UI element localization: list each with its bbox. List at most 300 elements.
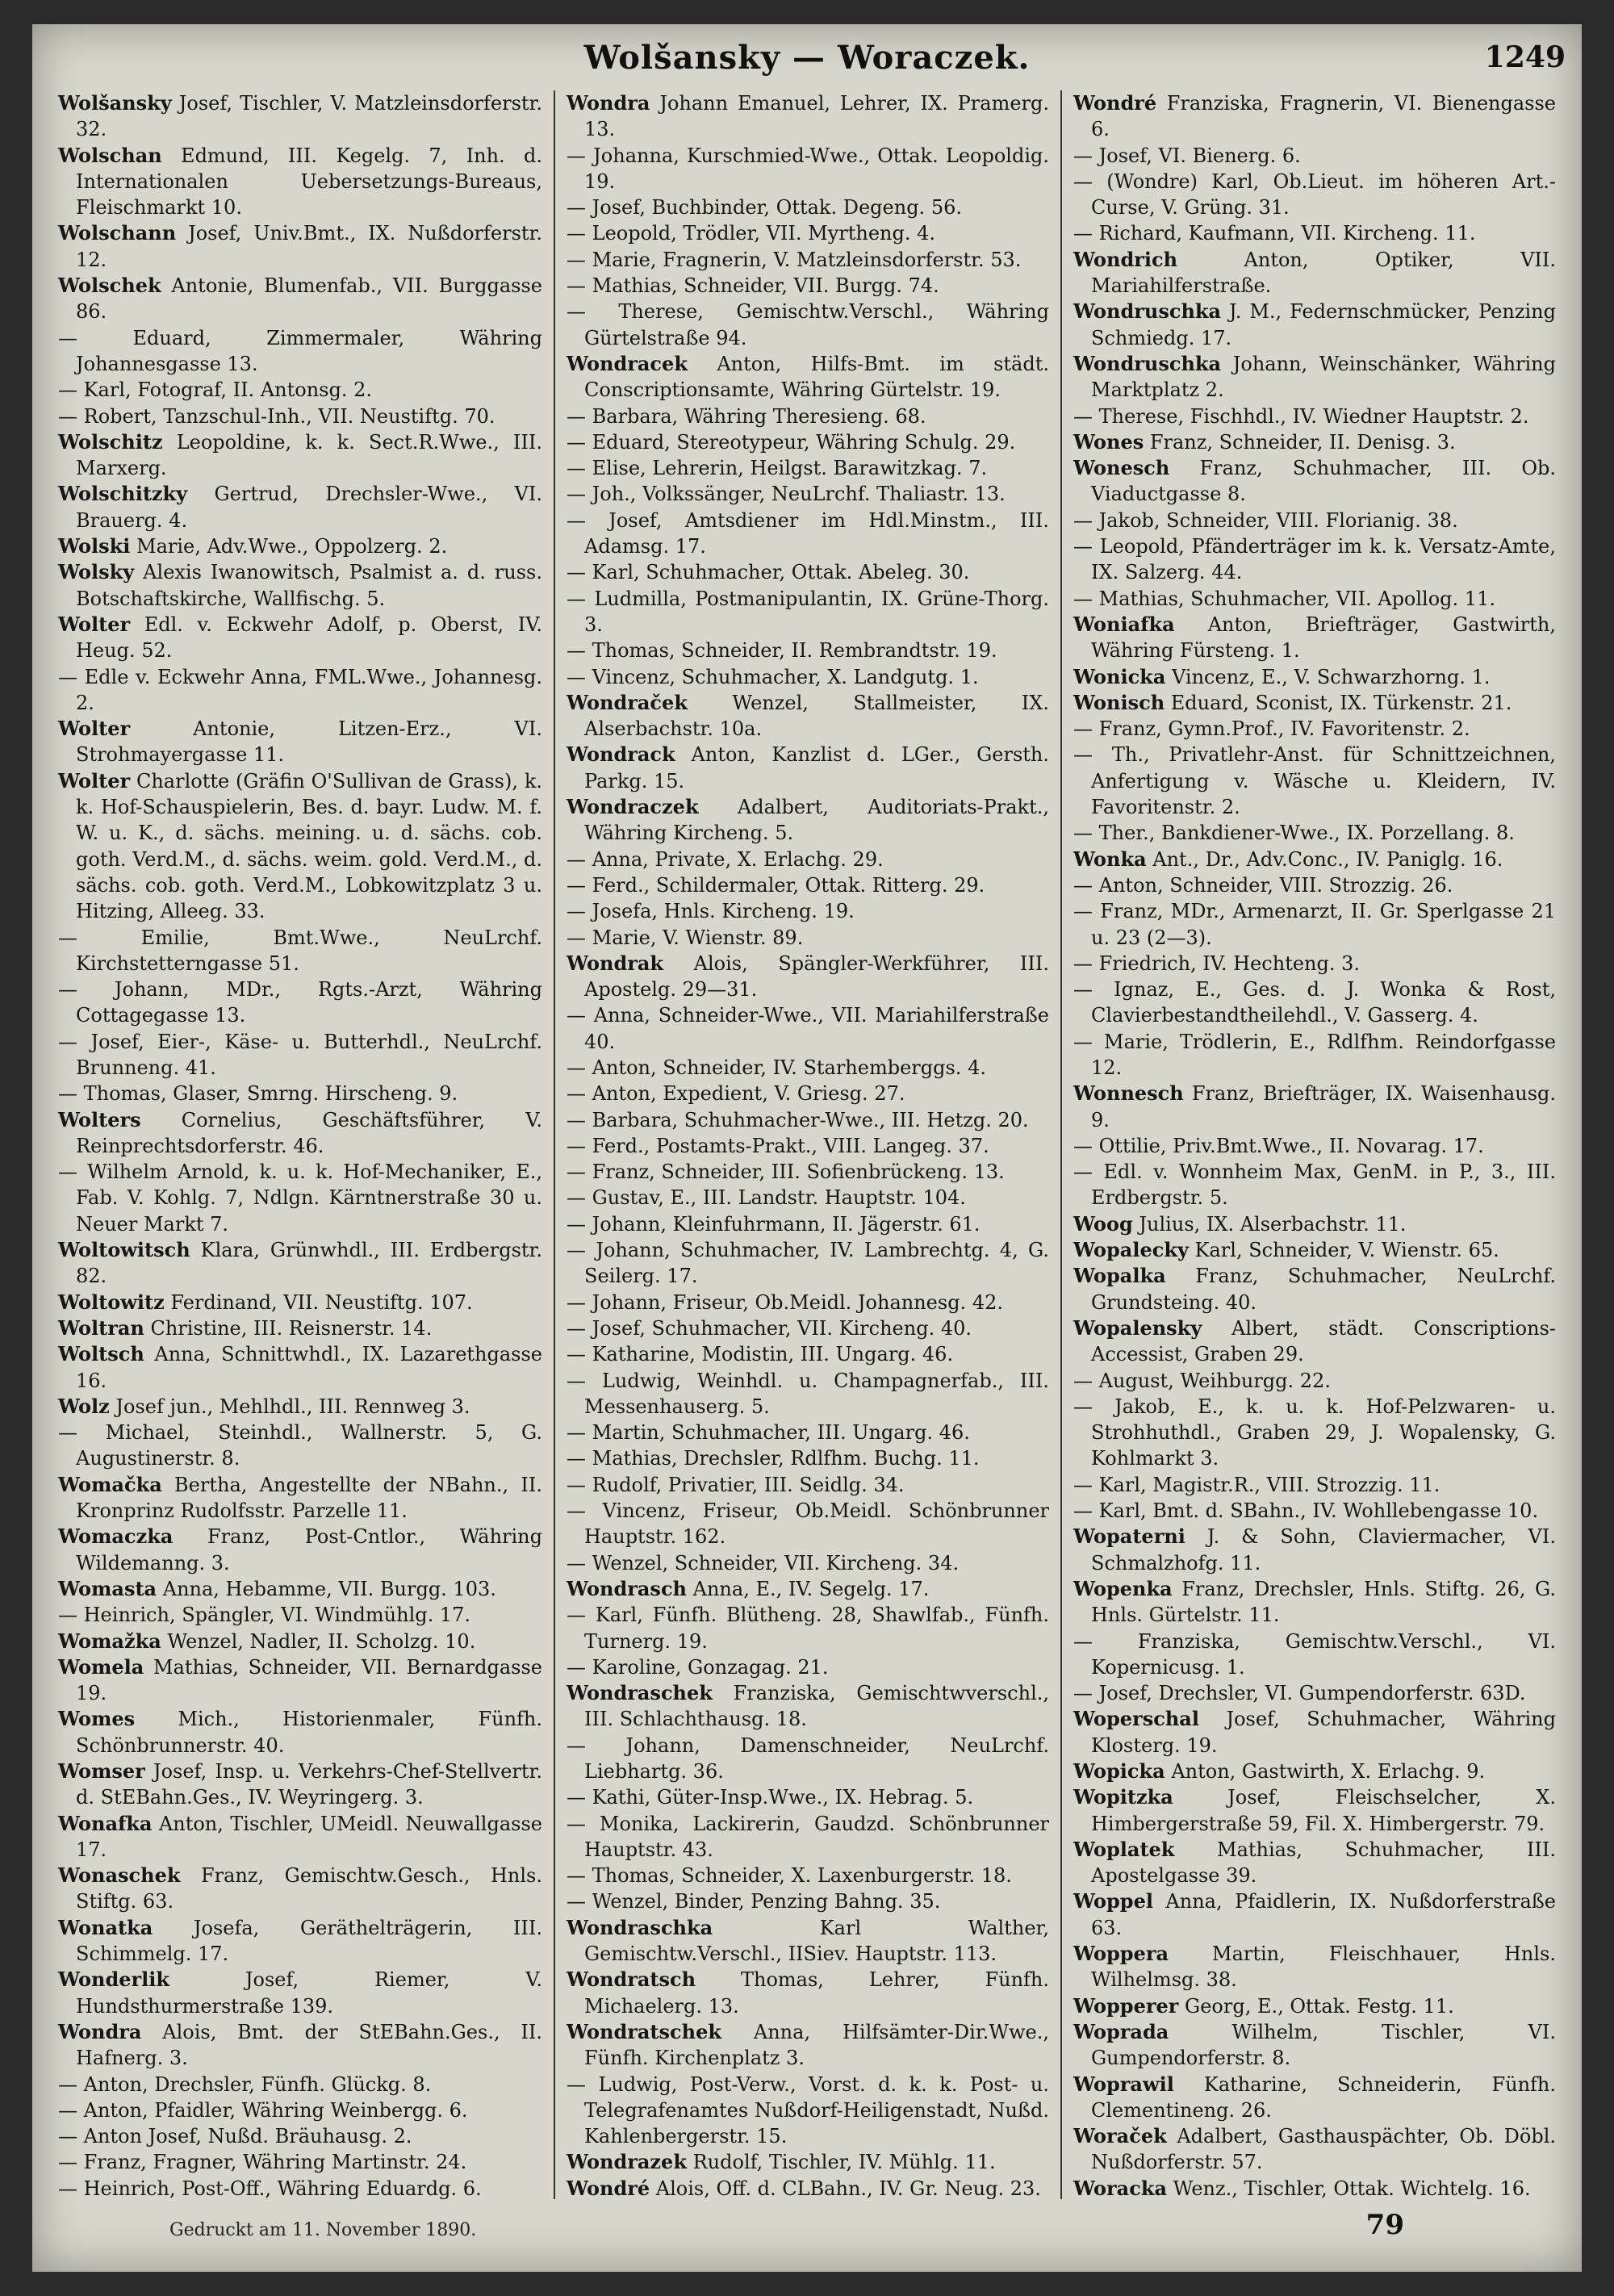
entry-details: Ferdinand, VII. Neustiftg. 107.: [164, 1290, 473, 1314]
entry-surname: Woog: [1073, 1211, 1133, 1236]
entry-details: — Emilie, Bmt.Wwe., NeuLrchf. Kirchstetterngasse 51.: [58, 926, 542, 975]
entry-details: Eduard, Sconist, IX. Türkenstr. 21.: [1165, 691, 1512, 714]
entry-surname: Wondrak: [567, 951, 664, 975]
entry-details: — Marie, V. Wienstr. 89.: [567, 926, 804, 949]
entry-details: — Anna, Private, X. Erlachg. 29.: [567, 847, 884, 871]
entry-details: — Karl, Bmt. d. SBahn., IV. Wohllebengasse 10.: [1073, 1499, 1539, 1523]
entry-details: — Heinrich, Post-Off., Währing Eduardg. 6.: [58, 2177, 482, 2199]
directory-entry: [1073, 2019, 1556, 2072]
directory-entry: [1073, 1888, 1556, 1941]
entry-details: — Anton, Expedient, V. Griesg. 27.: [567, 1082, 905, 1106]
directory-entry: [1073, 90, 1556, 143]
directory-entry: [58, 2072, 542, 2097]
directory-entry: [1073, 716, 1556, 742]
entry-details: — Johann, Friseur, Ob.Meidl. Johannesg. 42.: [567, 1290, 1003, 1314]
directory-entry: [567, 1002, 1049, 1055]
directory-entry: [58, 1759, 542, 1811]
entry-details: — Jakob, E., k. u. k. Hof-Pelzwaren- u. Strohhuthdl., Graben 29, J. Wopalensky, G. Kohlmarkt 3.: [1073, 1395, 1556, 1470]
directory-entry: [567, 1107, 1049, 1133]
directory-entry: [58, 1863, 542, 1915]
entry-details: Adalbert, Auditoriats-Prakt., Währing Kircheng. 5.: [584, 796, 1049, 845]
entry-surname: Woppel: [1073, 1889, 1153, 1913]
directory-entry: [1073, 1524, 1556, 1576]
entry-details: Franz, Briefträger, IX. Waisenhausg. 9.: [1091, 1082, 1556, 1131]
directory-entry: [58, 1159, 542, 1237]
entry-details: Antonie, Litzen-Erz., VI. Strohmayergasse 11.: [76, 717, 542, 767]
entry-details: Ant., Dr., Adv.Conc., IV. Paniglg. 16.: [1146, 847, 1503, 871]
page-title: Wolšansky — Woraczek.: [583, 39, 1031, 77]
directory-entry: [58, 533, 542, 559]
directory-entry: [58, 1029, 542, 1081]
directory-entry: [567, 586, 1049, 638]
directory-entry: [567, 2072, 1049, 2150]
entry-details: Edl. v. Eckwehr Adolf, p. Oberst, IV. Heug. 52.: [76, 613, 542, 663]
page-header: [32, 39, 1582, 87]
directory-entry: [1073, 820, 1556, 846]
directory-entry: [1073, 143, 1556, 169]
directory-entry: [567, 1055, 1049, 1081]
directory-entry: [567, 1680, 1049, 1733]
directory-entry: [58, 1602, 542, 1628]
entry-details: Martin, Fleischhauer, Hnls. Wilhelmsg. 38.: [1091, 1943, 1556, 1992]
entry-details: Anton, Briefträger, Gastwirth, Währing Fürsteng. 1.: [1091, 613, 1556, 663]
entry-details: Klara, Grünwhdl., III. Erdbergstr. 82.: [76, 1239, 542, 1288]
entry-details: — (Wondre) Karl, Ob.Lieut. im höheren Art.-Curse, V. Grüng. 31.: [1073, 169, 1556, 220]
entry-details: — Karl, Fotograf, II. Antonsg. 2.: [58, 378, 372, 402]
entry-surname: Woltowitz: [58, 1290, 165, 1314]
entry-details: Julius, IX. Alserbachstr. 11.: [1132, 1212, 1407, 1236]
entry-details: — Edl. v. Wonnheim Max, GenM. in P., 3., III. Erdbergstr. 5.: [1073, 1161, 1556, 1210]
entry-details: Edmund, III. Kegelg. 7, Inh. d. Internationalen Uebersetzungs-Bureaus, Fleischmarkt 10.: [76, 144, 542, 220]
directory-entry: [567, 664, 1049, 690]
entry-details: — Marie, Fragnerin, V. Matzleinsdorferstr. 53.: [567, 248, 1022, 271]
entry-details: Anton, Kanzlist d. LGer., Gersth. Parkg. 15.: [584, 743, 1049, 793]
page-number: 1249: [1484, 40, 1566, 74]
entry-details: — Eduard, Zimmermaler, Währing Johannesgasse 13.: [58, 326, 542, 375]
directory-entry: [58, 2097, 542, 2123]
entry-details: Antonie, Blumenfab., VII. Burggasse 86.: [76, 274, 542, 324]
directory-entry: [1073, 898, 1556, 951]
entry-details: Georg, E., Ottak. Festg. 11.: [1178, 1994, 1454, 2018]
directory-entry: [567, 1290, 1049, 1315]
entry-surname: Wonatka: [58, 1915, 153, 1939]
entry-details: — Josef, Amtsdiener im Hdl.Minstm., III. Adamsg. 17.: [567, 508, 1049, 558]
entry-details: Josef, Fleischselcher, X. Himbergerstraße 59, Fil. X. Himbergerstr. 79.: [1091, 1786, 1556, 1835]
directory-entry: [567, 481, 1049, 507]
directory-entry: [58, 612, 542, 664]
entry-details: Franziska, Gemischtwverschl., III. Schlachthausg. 18.: [584, 1682, 1049, 1731]
entry-details: Katharine, Schneiderin, Fünfh. Clementineng. 26.: [1091, 2072, 1556, 2122]
entry-details: — Thomas, Schneider, II. Rembrandtstr. 19.: [567, 639, 997, 663]
entry-details: Anna, Hebamme, VII. Burgg. 103.: [157, 1577, 496, 1600]
directory-entry: [1073, 1081, 1556, 1133]
entry-surname: Wonafka: [58, 1811, 153, 1835]
directory-entry: [58, 1915, 542, 1968]
entry-surname: Wondré: [1073, 91, 1157, 115]
directory-entry: [567, 638, 1049, 663]
entry-details: — Eduard, Stereotypeur, Währing Schulg. 29.: [567, 430, 1016, 454]
directory-entry: [58, 1524, 542, 1576]
entry-details: — Richard, Kaufmann, VII. Kircheng. 11.: [1073, 222, 1476, 245]
entry-details: — Josef, Buchbinder, Ottak. Degeng. 56.: [567, 196, 962, 220]
entry-surname: Woltowitsch: [58, 1238, 190, 1262]
entry-details: Johann Emanuel, Lehrer, IX. Pramerg. 13.: [584, 92, 1049, 141]
directory-entry: [58, 2176, 542, 2199]
entry-details: — Ludmilla, Postmanipulantin, IX. Grüne-Thorg. 3.: [567, 587, 1049, 636]
directory-entry: [567, 925, 1049, 951]
entry-surname: Wopicka: [1073, 1759, 1165, 1783]
directory-entry: [58, 1107, 542, 1160]
entry-details: Franz, Drechsler, Hnls. Stiftg. 26, G. Hnls. Gürtelstr. 11.: [1091, 1577, 1556, 1627]
entry-details: — Josef, Eier-, Käse- u. Butterhdl., NeuLrchf. Brunneng. 41.: [58, 1030, 542, 1079]
entry-details: — Josef, Schuhmacher, VII. Kircheng. 40.: [567, 1316, 972, 1340]
directory-entry: [58, 716, 542, 768]
directory-entry: [1073, 664, 1556, 690]
entry-details: — Franziska, Gemischtw.Verschl., VI. Kopernicusg. 1.: [1073, 1629, 1556, 1679]
directory-entry: [567, 898, 1049, 924]
entry-details: Wenzel, Stallmeister, IX. Alserbachstr. 10a.: [584, 691, 1049, 741]
entry-details: Rudolf, Tischler, IV. Mühlg. 11.: [686, 2151, 996, 2174]
entry-details: — Johanna, Kurschmied-Wwe., Ottak. Leopoldig. 19.: [567, 144, 1049, 193]
entry-details: Anna, E., IV. Segelg. 17.: [687, 1577, 930, 1600]
entry-surname: Wondraček: [567, 690, 688, 714]
entry-details: — Franz, MDr., Armenarzt, II. Gr. Sperlgasse 21 u. 23 (2—3).: [1073, 900, 1556, 949]
entry-details: Franz, Gemischtw.Gesch., Hnls. Stiftg. 63.: [76, 1864, 542, 1913]
entry-details: — Josef, VI. Bienerg. 6.: [1073, 144, 1301, 167]
entry-details: Albert, städt. Conscriptions-Accessist, Graben 29.: [1091, 1316, 1556, 1366]
entry-details: — Ther., Bankdiener-Wwe., IX. Porzellang. 8.: [1073, 822, 1515, 845]
directory-entry: [58, 1394, 542, 1420]
entry-surname: Wolschan: [58, 143, 162, 167]
entry-surname: Wondrich: [1073, 247, 1178, 271]
entry-details: — Elise, Lehrerin, Heilgst. Barawitzkag. 7.: [567, 457, 988, 480]
entry-details: — Leopold, Trödler, VII. Myrtheng. 4.: [567, 222, 936, 245]
entry-details: — Robert, Tanzschul-Inh., VII. Neustiftg. 70.: [58, 404, 495, 428]
entry-details: Alois, Spängler-Werkführer, III. Apostelg. 29—31.: [584, 951, 1049, 1002]
directory-entry: [1073, 1784, 1556, 1837]
directory-entry: [58, 1472, 542, 1524]
directory-entry: [58, 1290, 542, 1315]
entry-details: — Johann, MDr., Rgts.-Arzt, Währing Cottagegasse 13.: [58, 978, 542, 1027]
directory-entry: [567, 872, 1049, 898]
directory-entry: [1073, 977, 1556, 1029]
directory-entry: [58, 977, 542, 1029]
directory-entry: [567, 1472, 1049, 1498]
directory-entry: [1073, 951, 1556, 977]
directory-entry: [1073, 220, 1556, 246]
entry-details: — Marie, Trödlerin, E., Rdlfhm. Reindorfgasse 12.: [1073, 1030, 1556, 1079]
entry-surname: Wolschitzky: [58, 482, 188, 506]
directory-entry: [1073, 1993, 1556, 2019]
entry-details: — Th., Privatlehr-Anst. für Schnittzeichnen, Anfertigung v. Wäsche u. Kleidern, IV. Favoritenstr. 2.: [1073, 743, 1556, 819]
directory-entry: [1073, 1368, 1556, 1394]
directory-entry: [1073, 1133, 1556, 1159]
directory-entry: [58, 768, 542, 925]
directory-entry: [1073, 1211, 1556, 1237]
directory-entry: [1073, 1237, 1556, 1263]
directory-entry: [58, 429, 542, 482]
entry-details: Josef, Tischler, V. Matzleinsdorferstr. 32.: [76, 92, 542, 141]
directory-entry: [58, 1081, 542, 1106]
entry-surname: Wondratschek: [567, 2019, 721, 2043]
entry-details: — Anton Josef, Nußd. Bräuhausg. 2.: [58, 2125, 412, 2148]
entry-details: — Anton, Drechsler, Fünfh. Glückg. 8.: [58, 2072, 432, 2096]
directory-entry: [58, 559, 542, 612]
entry-surname: Wolter: [58, 717, 131, 741]
entry-surname: Wondraczek: [567, 795, 699, 819]
directory-entry: [567, 1498, 1049, 1550]
directory-entry: [58, 1420, 542, 1472]
directory-entry: [1073, 1263, 1556, 1315]
directory-entry: [567, 299, 1049, 351]
entry-details: — Therese, Gemischtw.Verschl., Währing Gürtelstraße 94.: [567, 300, 1049, 349]
directory-entry: [1073, 742, 1556, 820]
entry-details: — Anna, Schneider-Wwe., VII. Mariahilferstraße 40.: [567, 1004, 1049, 1053]
entry-details: Franz, Schuhmacher, III. Ob. Viaductgasse 8.: [1091, 457, 1556, 506]
entry-details: Anna, Pfaidlerin, IX. Nußdorferstraße 63.: [1091, 1890, 1556, 1939]
directory-entry: [1073, 169, 1556, 221]
directory-entry: [567, 1081, 1049, 1106]
column-2: [554, 90, 1060, 2199]
directory-entry: [1073, 586, 1556, 612]
entry-surname: Wonka: [1073, 847, 1147, 871]
directory-entry: [1073, 1837, 1556, 1889]
entry-surname: Woracka: [1073, 2176, 1167, 2199]
directory-entry: [567, 1445, 1049, 1471]
entry-surname: Wonnesch: [1073, 1081, 1184, 1106]
directory-entry: [567, 2176, 1049, 2199]
directory-entry: [567, 1784, 1049, 1810]
directory-entry: [567, 794, 1049, 847]
entry-details: Cornelius, Geschäftsführer, V. Reinprechtsdorferstr. 46.: [76, 1108, 542, 1157]
directory-entry: [1073, 612, 1556, 664]
entry-surname: Wondraschek: [567, 1681, 713, 1705]
entry-details: Christine, III. Reisnerstr. 14.: [144, 1316, 433, 1340]
entry-details: — Leopold, Pfänderträger im k. k. Versatz-Amte, IX. Salzerg. 44.: [1073, 535, 1556, 584]
entry-surname: Woplatek: [1073, 1837, 1175, 1861]
entry-details: J. M., Federnschmücker, Penzing Schmiedg. 17.: [1091, 300, 1556, 349]
entry-details: Franz, Post-Cntlor., Währing Wildemanng. 3.: [76, 1525, 542, 1575]
entry-details: J. & Sohn, Claviermacher, VI. Schmalzhofg. 11.: [1091, 1525, 1556, 1575]
entry-details: Wenzel, Nadler, II. Scholzg. 10.: [161, 1629, 476, 1653]
page-footer: [32, 2209, 1582, 2257]
directory-entry: [58, 377, 542, 403]
entry-surname: Woppera: [1073, 1942, 1169, 1966]
entry-details: Mathias, Schneider, VII. Bernardgasse 19.: [76, 1655, 542, 1705]
directory-entry: [58, 325, 542, 378]
directory-entry: [58, 1629, 542, 1654]
entry-details: — Josef, Drechsler, VI. Gumpendorferstr. 63D.: [1073, 1682, 1526, 1705]
entry-surname: Wolz: [58, 1394, 110, 1418]
entry-surname: Woniafka: [1073, 612, 1175, 636]
entry-details: — Friedrich, IV. Hechteng. 3.: [1073, 951, 1361, 975]
entry-surname: Womažka: [58, 1629, 161, 1653]
directory-entry: [567, 1811, 1049, 1863]
entry-details: — Josefa, Hnls. Kircheng. 19.: [567, 900, 855, 923]
directory-entry: [1073, 2123, 1556, 2176]
entry-details: — Karoline, Gonzagag. 21.: [567, 1655, 829, 1679]
directory-entry: [58, 1654, 542, 1707]
directory-entry: [58, 220, 542, 273]
directory-entry: [1073, 1576, 1556, 1629]
directory-entry: [567, 1133, 1049, 1159]
directory-entry: [567, 1237, 1049, 1290]
entry-details: — Karl, Schuhmacher, Ottak. Abeleg. 30.: [567, 561, 970, 584]
directory-entry: [567, 1576, 1049, 1602]
directory-entry: [567, 1733, 1049, 1785]
directory-entry: [567, 559, 1049, 585]
directory-entry: [58, 1341, 542, 1394]
entry-details: Bertha, Angestellte der NBahn., II. Kronprinz Rudolfsstr. Parzelle 11.: [76, 1473, 542, 1523]
entry-surname: Wondrack: [567, 742, 675, 767]
entry-details: — Anton, Schneider, VIII. Strozzig. 26.: [1073, 873, 1453, 897]
directory-entry: [1073, 404, 1556, 429]
entry-details: Josefa, Geräthelträgerin, III. Schimmelg. 17.: [76, 1916, 542, 1966]
entry-details: Josef, Riemer, V. Hundsthurmerstraße 139.: [76, 1968, 542, 2018]
entry-surname: Wonisch: [1073, 690, 1165, 714]
directory-entry: [1073, 1759, 1556, 1784]
directory-entry: [567, 1159, 1049, 1185]
entry-details: — Johann, Kleinfuhrmann, II. Jägerstr. 61.: [567, 1212, 981, 1236]
entry-details: — Ferd., Schildermaler, Ottak. Ritterg. 29.: [567, 873, 985, 897]
directory-entry: [58, 1967, 542, 2019]
entry-details: — Franz, Fragner, Währing Martinstr. 24.: [58, 2151, 467, 2174]
directory-entry: [567, 1211, 1049, 1237]
directory-entry: [1073, 2072, 1556, 2124]
directory-entry: [567, 951, 1049, 1003]
entry-surname: Wolter: [58, 612, 131, 636]
entry-surname: Wondrazek: [567, 2150, 687, 2174]
directory-entry: [1073, 455, 1556, 508]
entry-surname: Wopaterni: [1073, 1524, 1185, 1549]
directory-entry: [1073, 1315, 1556, 1368]
entry-details: — August, Weihburgg. 22.: [1073, 1369, 1331, 1392]
entry-details: — Anton, Schneider, IV. Starhemberggs. 4.: [567, 1056, 986, 1079]
directory-entry: [567, 1185, 1049, 1211]
directory-entry: [567, 351, 1049, 404]
entry-details: — Michael, Steinhdl., Wallnerstr. 5, G. Augustinerstr. 8.: [58, 1421, 542, 1470]
entry-surname: Wondra: [567, 91, 650, 115]
entry-details: Anton, Gastwirth, X. Erlachg. 9.: [1165, 1760, 1486, 1783]
directory-entry: [1073, 1394, 1556, 1472]
entry-details: Anton, Hilfs-Bmt. im städt. Conscriptionsamte, Währing Gürtelstr. 19.: [584, 352, 1049, 402]
entry-surname: Wonaschek: [58, 1863, 181, 1888]
directory-entry: [1073, 1680, 1556, 1706]
entry-details: — Thomas, Schneider, X. Laxenburgerstr. 18.: [567, 1864, 1012, 1888]
entry-details: Karl, Schneider, V. Wienstr. 65.: [1188, 1239, 1499, 1262]
entry-details: — Kathi, Güter-Insp.Wwe., IX. Hebrag. 5.: [567, 1786, 974, 1809]
entry-details: — Franz, Gymn.Prof., IV. Favoritenstr. 2.: [1073, 717, 1470, 741]
directory-entry: [1073, 247, 1556, 299]
entry-surname: Womaczka: [58, 1524, 174, 1549]
entry-surname: Wondracek: [567, 351, 688, 375]
directory-entry: [567, 1654, 1049, 1680]
entry-surname: Wolters: [58, 1107, 141, 1131]
entry-surname: Wopenka: [1073, 1576, 1173, 1600]
directory-entry: [567, 2149, 1049, 2175]
entry-surname: Wondra: [58, 2019, 142, 2043]
entry-surname: Wopalensky: [1073, 1315, 1202, 1340]
entry-details: Josef, Univ.Bmt., IX. Nußdorferstr. 12.: [76, 222, 542, 271]
entry-surname: Womes: [58, 1707, 136, 1731]
entry-details: — Therese, Fischhdl., IV. Wiedner Hauptstr. 2.: [1073, 404, 1529, 428]
directory-entry: [567, 404, 1049, 429]
entry-details: — Edle v. Eckwehr Anna, FML.Wwe., Johannesg. 2.: [58, 665, 542, 714]
entry-details: Gertrud, Drechsler-Wwe., VI. Brauerg. 4.: [76, 483, 542, 532]
directory-entry: [1073, 533, 1556, 586]
directory-entry: [1073, 351, 1556, 404]
directory-entry: [1073, 508, 1556, 533]
sheet-number: 79: [1365, 2209, 1404, 2241]
directory-entry: [567, 1888, 1049, 1914]
directory-entry: [58, 925, 542, 977]
entry-details: — Vincenz, Friseur, Ob.Meidl. Schönbrunner Hauptstr. 162.: [567, 1499, 1049, 1549]
entry-surname: Wolschitz: [58, 429, 163, 454]
entry-details: — Vincenz, Schuhmacher, X. Landgutg. 1.: [567, 665, 979, 688]
directory-entry: [567, 1315, 1049, 1341]
entry-details: — Ottilie, Priv.Bmt.Wwe., II. Novarag. 17.: [1073, 1134, 1484, 1157]
directory-entry: [58, 1237, 542, 1290]
entry-details: Wilhelm, Tischler, VI. Gumpendorferstr. 8.: [1091, 2020, 1556, 2070]
entry-surname: Wondratsch: [567, 1968, 696, 1992]
entry-surname: Wondruschka: [1073, 351, 1222, 375]
entry-details: — Thomas, Glaser, Smrng. Hirscheng. 9.: [58, 1082, 458, 1106]
entry-details: — Johann, Schuhmacher, IV. Lambrechtg. 4, G. Seilerg. 17.: [567, 1239, 1049, 1288]
entry-surname: Wopalka: [1073, 1264, 1166, 1288]
entry-surname: Wolski: [58, 534, 131, 558]
entry-details: — Ferd., Postamts-Prakt., VIII. Langeg. 37.: [567, 1134, 989, 1157]
entry-details: Anton, Optiker, VII. Mariahilferstraße.: [1091, 248, 1556, 298]
entry-details: — Barbara, Währing Theresieng. 68.: [567, 404, 926, 428]
directory-entry: [1073, 1029, 1556, 1081]
entry-details: Alexis Iwanowitsch, Psalmist a. d. russ. Botschaftskirche, Wallfischg. 5.: [76, 561, 542, 610]
entry-surname: Woraček: [1073, 2124, 1167, 2148]
entry-surname: Wolsky: [58, 560, 135, 584]
directory-entry: [567, 143, 1049, 195]
directory-entry: [567, 1550, 1049, 1576]
entry-surname: Wonesch: [1073, 456, 1170, 480]
entry-details: Mathias, Schuhmacher, III. Apostelgasse 39.: [1091, 1838, 1556, 1888]
entry-surname: Womasta: [58, 1576, 157, 1600]
entry-surname: Wonicka: [1073, 664, 1166, 688]
directory-entry: [567, 690, 1049, 742]
entry-details: — Ignaz, E., Ges. d. J. Wonka & Rost, Clavierbestandtheilehdl., V. Gasserg. 4.: [1073, 978, 1556, 1027]
directory-entry: [1073, 429, 1556, 455]
directory-entry: [58, 2123, 542, 2149]
directory-entry: [567, 273, 1049, 299]
directory-entry: [58, 2149, 542, 2175]
entry-details: — Anton, Pfaidler, Währing Weinbergg. 6.: [58, 2098, 468, 2122]
entry-details: — Gustav, E., III. Landstr. Hauptstr. 104.: [567, 1186, 966, 1210]
directory-entry: [1073, 299, 1556, 351]
entry-details: Vincenz, E., V. Schwarzhorng. 1.: [1165, 665, 1491, 688]
entry-details: Thomas, Lehrer, Fünfh. Michaelerg. 13.: [584, 1968, 1049, 2018]
directory-entry: [567, 247, 1049, 273]
entry-surname: Woperschal: [1073, 1707, 1199, 1731]
entry-details: Franz, Schuhmacher, NeuLrchf. Grundsteing. 40.: [1091, 1265, 1556, 1314]
entry-details: Anna, Schnittwhdl., IX. Lazarethgasse 16.: [76, 1343, 542, 1392]
entry-surname: Womela: [58, 1654, 144, 1679]
entry-details: — Mathias, Schuhmacher, VII. Apollog. 11.: [1073, 587, 1495, 610]
entry-details: Alois, Bmt. der StEBahn.Ges., II. Hafnerg. 3.: [76, 2020, 542, 2070]
directory-entry: [58, 143, 542, 221]
entry-details: Alois, Off. d. CLBahn., IV. Gr. Neug. 23.: [650, 2177, 1041, 2199]
directory-columns: [47, 90, 1567, 2199]
directory-entry: [58, 1315, 542, 1341]
entry-surname: Wolšansky: [58, 91, 172, 115]
entry-details: — Joh., Volkssänger, NeuLrchf. Thaliastr. 13.: [567, 483, 1006, 506]
entry-surname: Wolschek: [58, 274, 161, 298]
